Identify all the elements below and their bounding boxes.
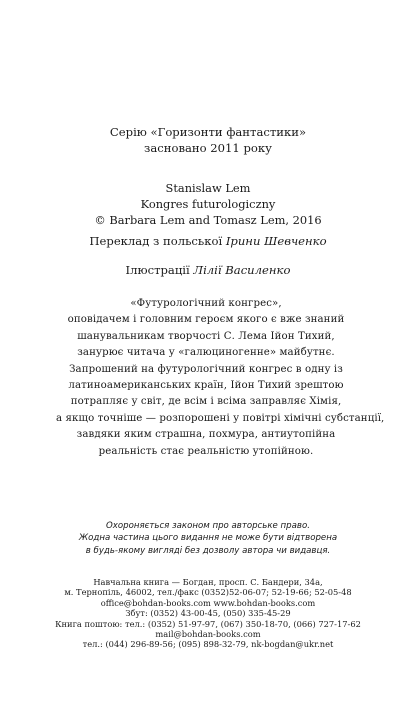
- original-credits: [0, 180, 416, 228]
- series-line-2: засновано 2011 року: [144, 141, 272, 155]
- description-line: а якщо точніше — розпорошені у повітрі хімічні субстанції,: [56, 412, 385, 424]
- publisher-line: Книга поштою: тел.: (0352) 51-97-97, (067) 350-18-70, (066) 727-17-62: [55, 618, 361, 629]
- illustration-credit: [0, 262, 416, 278]
- copyright-notice-line: в будь-якому вигляді без дозволу автора чи видавця.: [85, 545, 331, 556]
- copyright-notice-line: Охороняється законом про авторське право.: [106, 521, 310, 531]
- publisher-info: [0, 577, 416, 650]
- publisher-line: mail@bohdan-books.com: [155, 629, 261, 640]
- publisher-line: Збут: (0352) 43-00-45, (050) 335-45-29: [125, 608, 291, 619]
- description-line: завдяки яким страшна, похмура, антиутопійна: [76, 429, 336, 441]
- description-line: занурює читача у «галюциногенне» майбутнє.: [77, 347, 335, 359]
- book-description: [56, 296, 385, 460]
- description-line: шанувальникам творчості С. Лема Ійон Тихий,: [77, 330, 335, 342]
- description-line: потрапляє у світ, де всім і всіма заправляє Хімія,: [70, 396, 342, 408]
- description-line: оповідачем і головним героєм якого є вже знаний: [67, 314, 345, 326]
- publisher-line: тел.: (044) 296-89-56; (095) 898-32-79, nk-bogdan@ukr.net: [82, 639, 334, 650]
- series-info: [0, 124, 416, 156]
- illustrator-name: Лілії Василенко: [193, 263, 291, 277]
- translator-name: Ірини Шевченко: [225, 234, 327, 248]
- publisher-line: Навчальна книга — Богдан, просп. С. Бандери, 34а,: [93, 577, 323, 587]
- copyright-line: © Barbara Lem and Tomasz Lem, 2016: [94, 213, 322, 227]
- description-line: Запрошений на футурологічний конгрес в одну із: [69, 363, 343, 375]
- series-line-1: Серію «Горизонти фантастики»: [109, 125, 307, 139]
- illustrations-prefix: Ілюстрації: [125, 263, 194, 277]
- description-line: латиноамериканських країн, Ійон Тихий зрештою: [68, 380, 344, 392]
- publisher-line: office@bohdan-books.com www.bohdan-books.com: [100, 597, 316, 608]
- publisher-line: м. Тернопіль, 46002, тел./факс (0352)52-06-07; 52-19-66; 52-05-48: [64, 587, 352, 598]
- copyright-notice: [0, 520, 416, 557]
- description-line: «Футурологічний конгрес»,: [130, 298, 282, 309]
- translation-credit: [0, 233, 416, 249]
- original-title: Kongres futurologiczny: [140, 197, 276, 211]
- translation-prefix: Переклад з польської: [89, 234, 226, 248]
- description-line: реальність стає реальністю утопійною.: [98, 445, 314, 457]
- author-name: Stanislaw Lem: [165, 181, 251, 195]
- copyright-notice-line: Жодна частина цього видання не може бути відтворена: [78, 533, 338, 544]
